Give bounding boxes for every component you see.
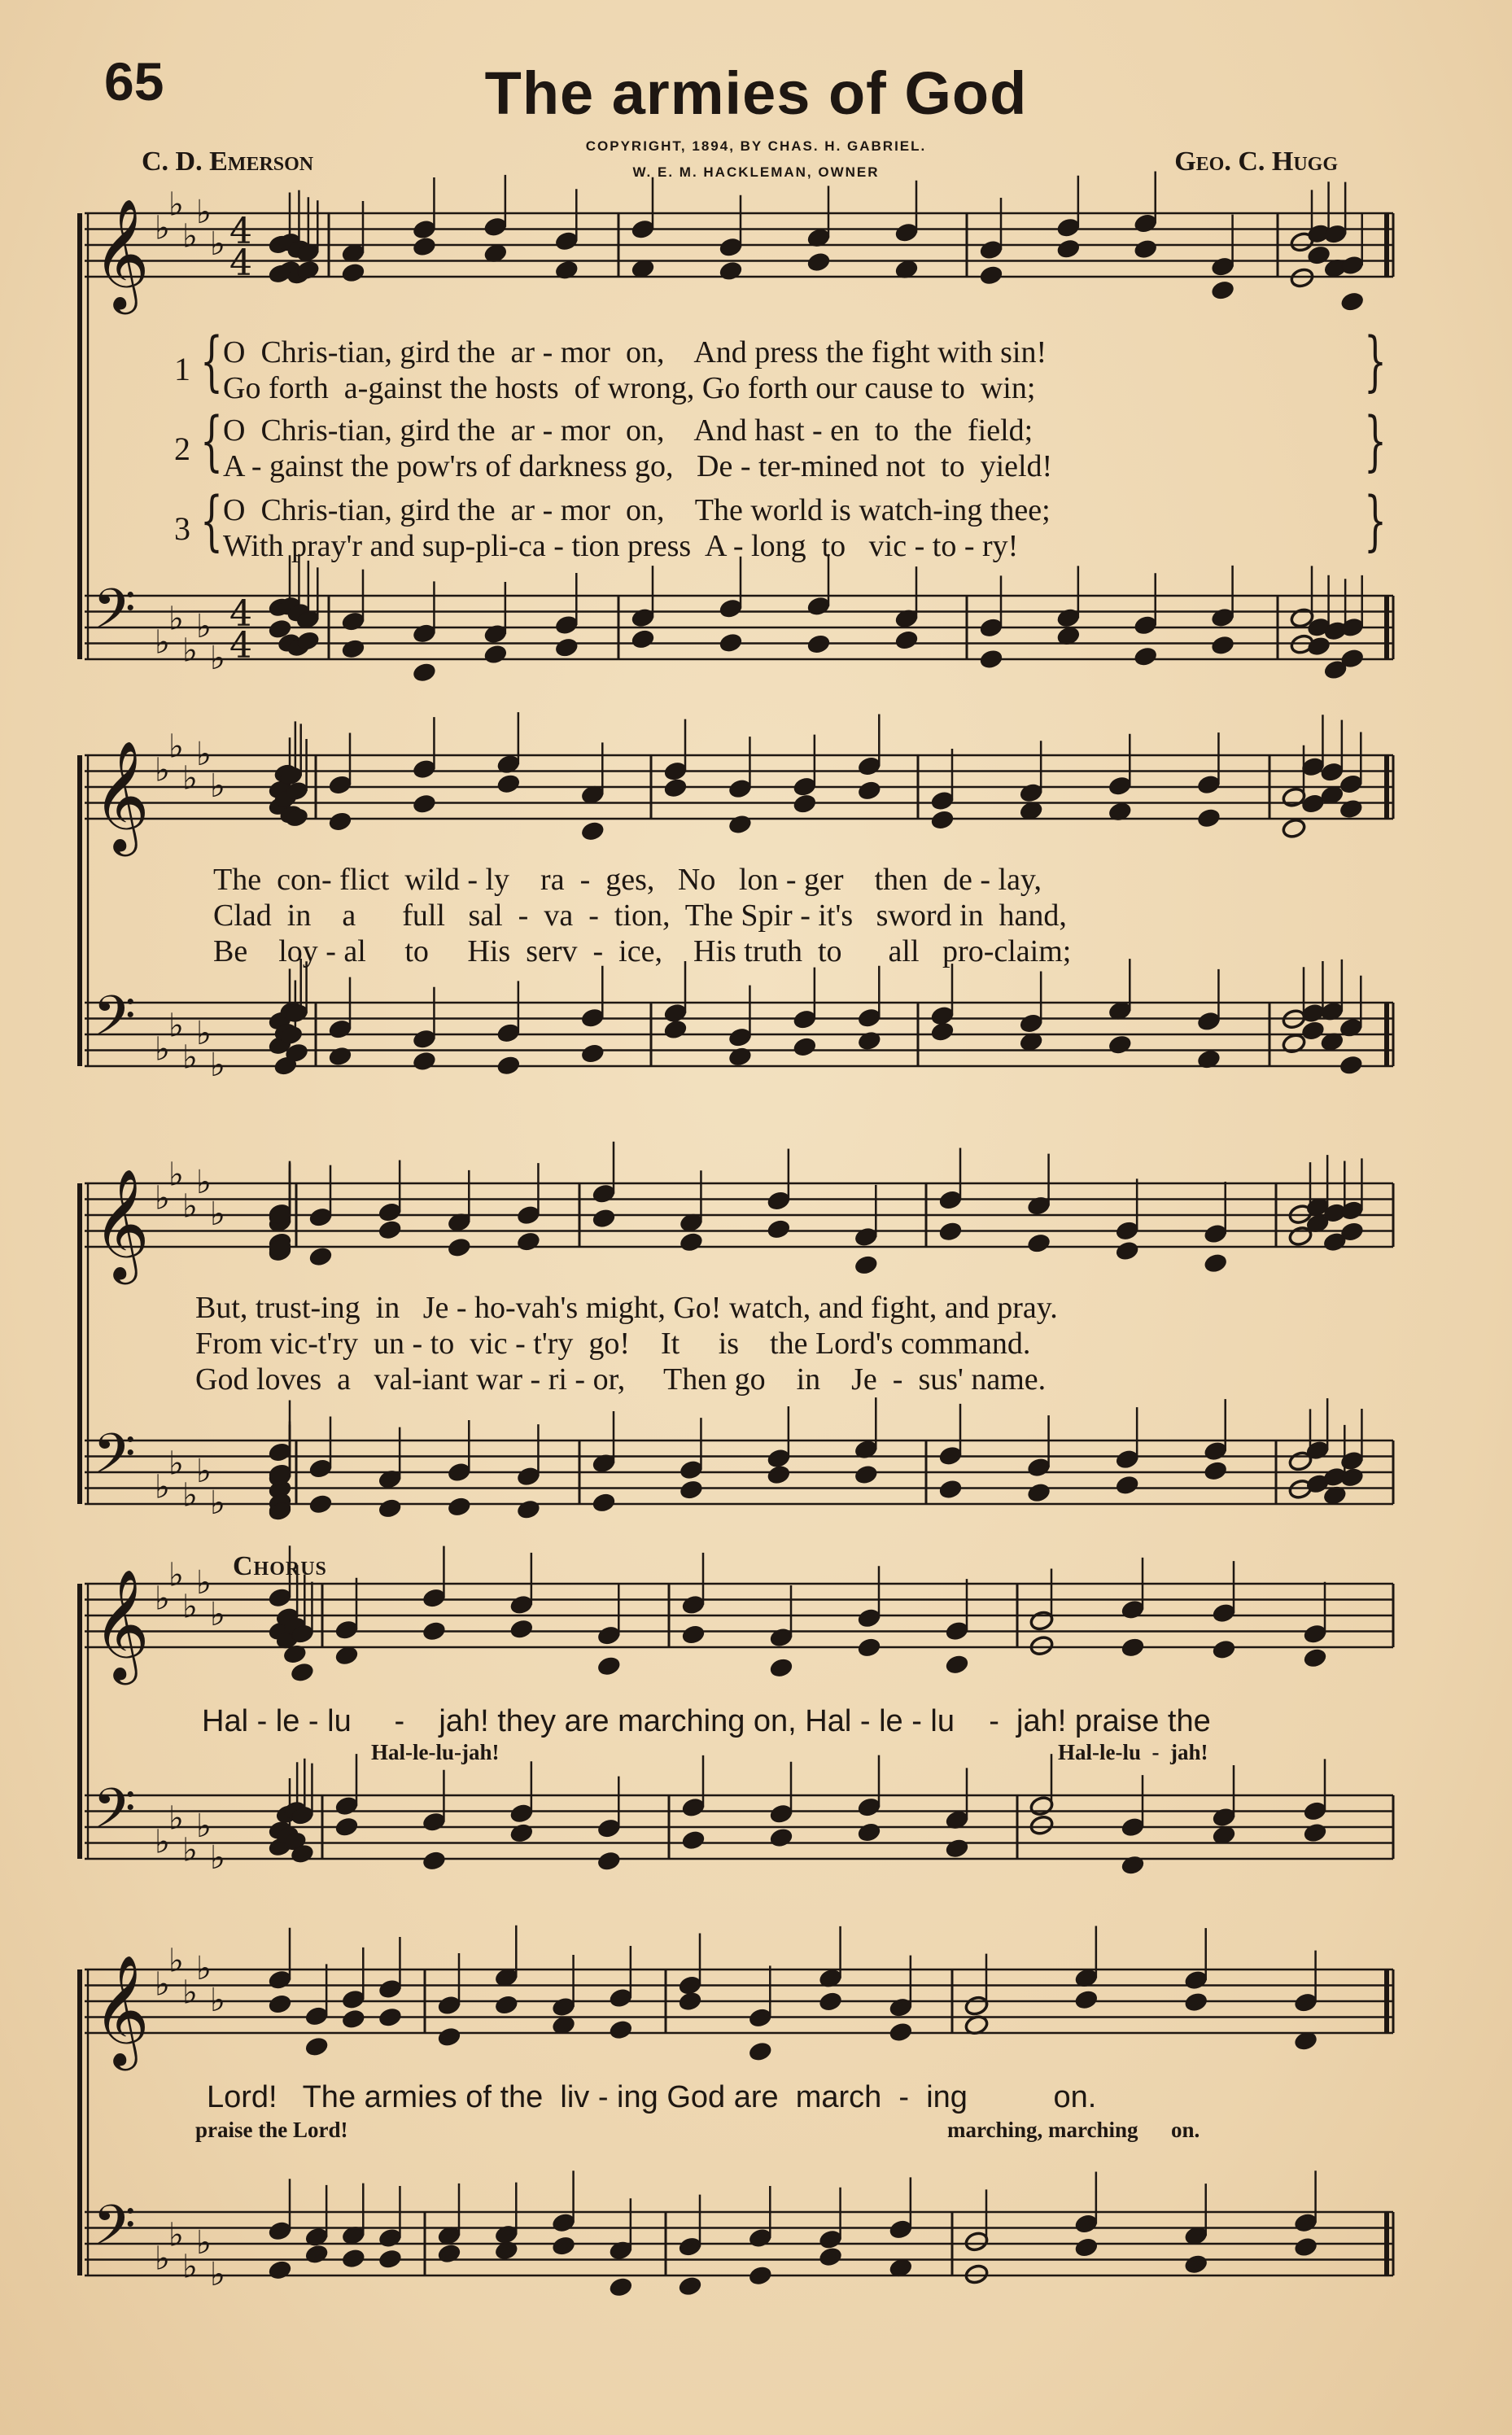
svg-text:♭: ♭ — [196, 1950, 212, 1987]
svg-text:♭: ♭ — [155, 1965, 170, 2004]
svg-text:𝄞: 𝄞 — [93, 1567, 150, 1680]
svg-text:♭: ♭ — [168, 1556, 184, 1594]
svg-text:♭: ♭ — [168, 1445, 184, 1483]
lyric-line: Clad in a full sal - va - tion, The Spir - it's sword in hand, — [213, 898, 1067, 933]
verse-number: 3 — [174, 510, 190, 547]
svg-text:𝄞: 𝄞 — [93, 1167, 150, 1279]
chorus-lyric-line: Lord! The armies of the liv - ing God are march - ing on. — [207, 2080, 1097, 2114]
lyric-line: With pray'r and sup-pli-ca - tion press A - long to vic - to - ry! — [223, 529, 1019, 563]
svg-text:♭: ♭ — [196, 736, 212, 773]
lyric-line: From vic-t'ry un - to vic - t'ry go! It is the Lord's command. — [195, 1327, 1031, 1361]
copyright-line: COPYRIGHT, 1894, BY CHAS. H. GABRIEL. — [585, 138, 927, 154]
svg-text:♭: ♭ — [168, 1156, 184, 1194]
svg-text:𝄢: 𝄢 — [93, 578, 136, 655]
svg-text:𝄞: 𝄞 — [93, 1953, 150, 2066]
svg-text:♭: ♭ — [196, 1015, 212, 1052]
brace-right: } — [1364, 323, 1387, 399]
svg-text:𝄞: 𝄞 — [93, 739, 150, 851]
svg-text:♭: ♭ — [155, 1030, 170, 1069]
alto-lyric: Hal-le-lu-jah! — [371, 1740, 500, 1764]
svg-text:♭: ♭ — [168, 728, 184, 766]
svg-text:♭: ♭ — [182, 1476, 198, 1515]
brace-left: { — [200, 323, 223, 399]
svg-text:♭: ♭ — [210, 1982, 225, 2019]
svg-text:♭: ♭ — [182, 217, 198, 256]
lyric-line: O Chris-tian, gird the ar - mor on, The world is watch-ing thee; — [223, 493, 1051, 527]
svg-text:♭: ♭ — [168, 2216, 184, 2254]
svg-text:𝄢: 𝄢 — [93, 985, 136, 1062]
svg-text:♭: ♭ — [182, 1187, 198, 1226]
lyric-line: Go forth a-gainst the hosts of wrong, Go forth our cause to win; — [223, 371, 1036, 405]
svg-text:4: 4 — [229, 211, 252, 253]
hymn-title: The armies of God — [484, 59, 1028, 127]
brace-left: { — [200, 483, 223, 558]
note-heads — [268, 172, 1366, 2298]
svg-text:♭: ♭ — [196, 194, 212, 231]
svg-text:♭: ♭ — [182, 1831, 198, 1869]
svg-text:♭: ♭ — [155, 1179, 170, 1218]
svg-text:♭: ♭ — [210, 1839, 225, 1877]
svg-text:♭: ♭ — [155, 623, 170, 662]
svg-text:♭: ♭ — [196, 1564, 212, 1602]
hymn-number: 65 — [104, 51, 164, 111]
svg-text:𝄢: 𝄢 — [93, 1423, 136, 1500]
verse-number: 2 — [174, 431, 190, 467]
svg-text:♭: ♭ — [210, 1047, 225, 1084]
brace-left: { — [200, 403, 223, 479]
lyric-line: O Chris-tian, gird the ar - mor on, And hast - en to the field; — [223, 413, 1033, 448]
composer-credit: Geo. C. Hugg — [1174, 146, 1338, 177]
svg-text:♭: ♭ — [182, 1038, 198, 1077]
svg-text:♭: ♭ — [155, 1468, 170, 1506]
svg-text:♭: ♭ — [182, 759, 198, 798]
svg-text:♭: ♭ — [155, 2240, 170, 2278]
svg-text:♭: ♭ — [168, 1007, 184, 1045]
svg-text:♭: ♭ — [210, 1596, 225, 1633]
svg-text:♭: ♭ — [210, 225, 225, 263]
svg-text:♭: ♭ — [155, 209, 170, 247]
svg-text:♭: ♭ — [210, 640, 225, 677]
verse-number: 1 — [174, 351, 190, 387]
svg-text:♭: ♭ — [168, 600, 184, 638]
svg-text:♭: ♭ — [196, 1808, 212, 1845]
svg-text:♭: ♭ — [210, 1484, 225, 1522]
svg-text:♭: ♭ — [155, 751, 170, 789]
svg-text:4: 4 — [229, 593, 252, 636]
svg-text:♭: ♭ — [196, 1453, 212, 1490]
lyric-line: But, trust-ing in Je - ho-vah's might, Go! watch, and fight, and pray. — [195, 1291, 1058, 1325]
svg-text:♭: ♭ — [182, 2248, 198, 2286]
svg-text:♭: ♭ — [196, 608, 212, 645]
svg-text:♭: ♭ — [168, 1799, 184, 1838]
svg-text:♭: ♭ — [182, 632, 198, 670]
chorus-lyric-line: Hal - le - lu - jah! they are marching on, Hal - le - lu - jah! praise the — [202, 1704, 1211, 1738]
lyric-line: O Chris-tian, gird the ar - mor on, And press the fight with sin! — [223, 335, 1047, 369]
svg-text:𝄢: 𝄢 — [93, 1777, 136, 1855]
svg-text:𝄢: 𝄢 — [93, 2194, 136, 2271]
svg-text:♭: ♭ — [168, 1942, 184, 1980]
alto-lyric: praise the Lord! — [195, 2118, 348, 2142]
svg-text:♭: ♭ — [182, 1588, 198, 1626]
svg-text:♭: ♭ — [196, 1164, 212, 1201]
svg-text:♭: ♭ — [210, 1196, 225, 1233]
svg-text:4: 4 — [229, 243, 252, 285]
svg-text:♭: ♭ — [155, 1580, 170, 1618]
svg-text:♭: ♭ — [210, 2256, 225, 2293]
copyright-owner-line: W. E. M. HACKLEMAN, OWNER — [632, 164, 880, 180]
chorus-label: Chorus — [233, 1551, 327, 1581]
brace-right: } — [1364, 483, 1387, 558]
svg-text:♭: ♭ — [168, 186, 184, 224]
svg-text:♭: ♭ — [155, 1823, 170, 1861]
svg-text:♭: ♭ — [182, 1974, 198, 2012]
lyric-line: The con- flict wild - ly ra - ges, No lon - ger then de - lay, — [213, 863, 1042, 897]
lyric-line: Be loy - al to His serv - ice, His truth to all pro-claim; — [213, 934, 1072, 968]
svg-text:♭: ♭ — [196, 2224, 212, 2262]
lyric-line: A - gainst the pow'rs of darkness go, De - ter-mined not to yield! — [223, 449, 1053, 483]
lyricist-credit: C. D. Emerson — [142, 146, 314, 177]
lyric-line: God loves a val-iant war - ri - or, Then go in Je - sus' name. — [195, 1362, 1047, 1397]
svg-text:♭: ♭ — [210, 767, 225, 805]
svg-text:4: 4 — [229, 625, 252, 667]
alto-lyric: marching, marching on. — [947, 2118, 1200, 2142]
alto-lyric: Hal-le-lu - jah! — [1058, 1740, 1208, 1764]
brace-right: } — [1364, 403, 1387, 479]
svg-text:𝄞: 𝄞 — [93, 197, 150, 309]
